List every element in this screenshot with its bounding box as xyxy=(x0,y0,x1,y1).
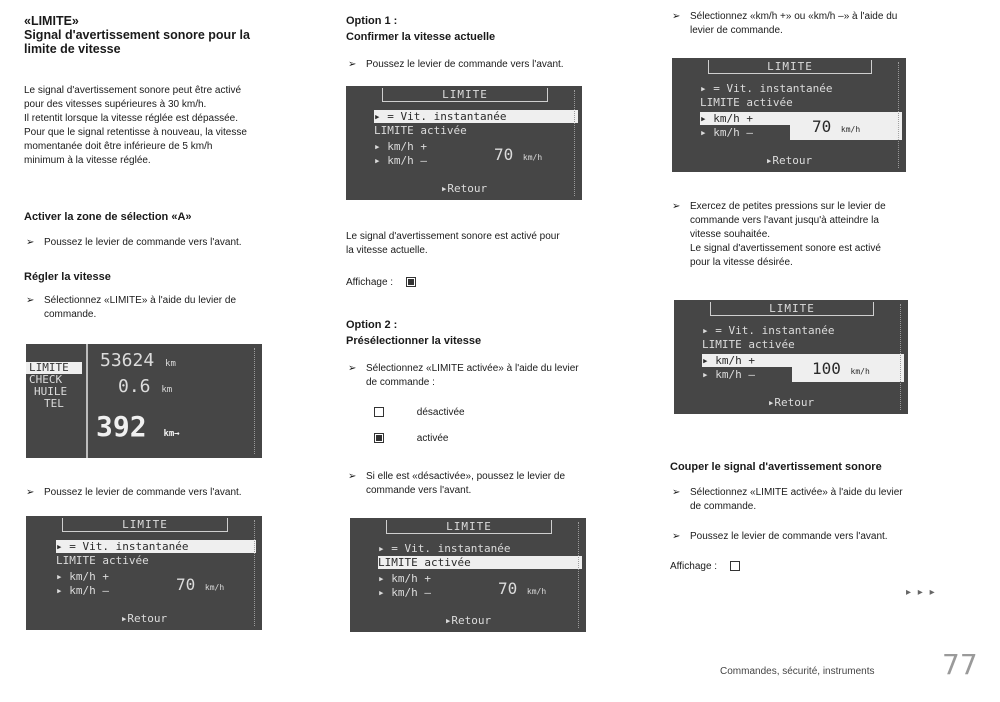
step-text: Sélectionnez «LIMITE activée» à l'aide du levier xyxy=(366,363,579,374)
lcd-row-minus: ▸ km/h – xyxy=(378,586,431,599)
step-text: pour la vitesse désirée. xyxy=(690,257,793,268)
lcd-value-number: 100 xyxy=(812,359,841,378)
step-press xyxy=(670,200,990,270)
step-text: Sélectionnez «LIMITE» à l'aide du levier de xyxy=(44,295,237,306)
odo-total xyxy=(100,350,176,371)
lcd-title: LIMITE xyxy=(382,88,548,102)
lcd-value xyxy=(176,576,224,597)
heading-zone: Activer la zone de sélection «A» xyxy=(24,211,192,223)
option1-result xyxy=(346,230,646,258)
arrow-icon: ➢ xyxy=(26,487,35,498)
lcd-value xyxy=(812,118,860,139)
lcd-value-number: 70 xyxy=(494,145,514,164)
lcd-return: ▸Retour xyxy=(444,614,492,627)
arrow-icon: ➢ xyxy=(348,59,357,70)
step-push xyxy=(24,486,344,500)
lcd-value-unit: km/h xyxy=(840,125,861,134)
odo-menu-limite: LIMITE xyxy=(26,362,82,374)
lcd-row-limite: LIMITE activée xyxy=(374,124,467,137)
scrollbar xyxy=(578,522,583,628)
lcd-row-vit: ▸ = Vit. instantanée xyxy=(56,540,256,553)
checked-box-icon xyxy=(406,277,416,287)
arrow-icon: ➢ xyxy=(348,363,357,374)
option2-title: Option 2 : xyxy=(346,319,398,331)
intro-line: pour des vitesses supérieures à 30 km/h. xyxy=(24,99,207,110)
scrollbar xyxy=(254,520,259,626)
step-text: commande. xyxy=(44,309,97,320)
scrollbar xyxy=(574,90,579,196)
odo-menu-check: CHECK xyxy=(29,373,63,386)
step-couper xyxy=(670,486,990,514)
arrow-icon: ➢ xyxy=(26,237,35,248)
step-push-2 xyxy=(670,530,990,544)
lcd-row-vit: ▸ = Vit. instantanée xyxy=(700,82,833,95)
continue-arrows: ▸ ▸ ▸ xyxy=(906,587,937,598)
intro-paragraph xyxy=(24,84,324,168)
heading-regler: Régler la vitesse xyxy=(24,271,111,283)
intro-line: Pour que le signal retentisse à nouveau, la vitesse xyxy=(24,127,247,138)
option2-step2 xyxy=(346,470,670,498)
lcd-menu-2 xyxy=(346,86,582,200)
step-text: Exercez de petites pressions sur le levier de xyxy=(690,201,886,212)
intro-line: minimum à la vitesse réglée. xyxy=(24,155,151,166)
scrollbar xyxy=(254,348,259,454)
arrow-icon: ➢ xyxy=(672,487,681,498)
lcd-value-unit: km/h xyxy=(850,367,870,376)
section-title-line2: limite de vitesse xyxy=(24,42,121,56)
option1-step xyxy=(346,58,666,72)
lcd-menu-1 xyxy=(26,516,262,630)
lcd-value-unit: km/h xyxy=(522,153,543,162)
step-text: commande vers l'avant jusqu'à atteindre la xyxy=(690,215,879,226)
odo-total-unit: km xyxy=(165,359,176,369)
lcd-return: ▸Retour xyxy=(440,182,488,195)
option1-subtitle: Confirmer la vitesse actuelle xyxy=(346,31,496,43)
option1-title: Option 1 : xyxy=(346,15,398,27)
lcd-value-number: 70 xyxy=(498,579,518,598)
page-number: 77 xyxy=(942,648,978,681)
step-text: Poussez le levier de commande vers l'avant. xyxy=(44,237,242,248)
result-line: Le signal d'avertissement sonore est activé pour xyxy=(346,231,560,242)
lcd-return: ▸Retour xyxy=(765,154,813,167)
lcd-title: LIMITE xyxy=(710,302,874,316)
option-off-label: désactivée xyxy=(416,407,465,418)
lcd-value xyxy=(812,360,870,381)
option2-subtitle: Présélectionner la vitesse xyxy=(346,335,482,347)
step-text: Sélectionnez «km/h +» ou «km/h –» à l'aide du xyxy=(690,11,898,22)
odo-trip xyxy=(118,376,172,397)
lcd-return: ▸Retour xyxy=(767,396,815,409)
arrow-icon: ➢ xyxy=(672,201,681,212)
lcd-value-unit: km/h xyxy=(526,587,547,596)
arrow-icon: ➢ xyxy=(26,295,35,306)
section-label: «LIMITE» xyxy=(24,14,79,28)
odo-range-unit: km→ xyxy=(163,429,180,439)
step-text: levier de commande. xyxy=(690,25,783,36)
footer-section: Commandes, sécurité, instruments xyxy=(720,666,875,677)
step-text: Poussez le levier de commande vers l'avant. xyxy=(366,59,564,70)
result-line: la vitesse actuelle. xyxy=(346,245,428,256)
step-select-limite xyxy=(24,294,334,322)
arrow-icon: ➢ xyxy=(672,11,681,22)
odo-range-value: 392 xyxy=(96,410,147,443)
lcd-title: LIMITE xyxy=(386,520,552,534)
lcd-menu-5 xyxy=(674,300,908,414)
lcd-value-number: 70 xyxy=(812,117,832,136)
step-text: Le signal d'avertissement sonore est activé xyxy=(690,243,881,254)
step-text: Sélectionnez «LIMITE activée» à l'aide du levier xyxy=(690,487,903,498)
heading-couper: Couper le signal d'avertissement sonore xyxy=(670,461,882,473)
step-text: commande vers l'avant. xyxy=(366,485,472,496)
intro-line: Il retentit lorsque la vitesse réglée est dépassée. xyxy=(24,113,239,124)
affichage-label xyxy=(670,560,740,574)
step-text: vitesse souhaitée. xyxy=(690,229,771,240)
affichage-text: Affichage : xyxy=(670,561,718,572)
step-text: de commande : xyxy=(366,377,435,388)
checked-box-icon xyxy=(374,433,384,443)
option-on-label: activée xyxy=(416,433,449,444)
arrow-icon: ➢ xyxy=(672,531,681,542)
intro-line: Le signal d'avertissement sonore peut être activé xyxy=(24,85,242,96)
lcd-value-unit: km/h xyxy=(204,583,225,592)
lcd-row-plus: ▸ km/h + xyxy=(56,570,109,583)
odo-divider xyxy=(86,344,88,458)
lcd-title: LIMITE xyxy=(62,518,228,532)
lcd-row-minus: ▸ km/h – xyxy=(374,154,427,167)
lcd-row-minus: ▸ km/h – xyxy=(700,126,753,139)
lcd-title: LIMITE xyxy=(708,60,872,74)
odo-total-value: 53624 xyxy=(100,350,155,371)
lcd-value xyxy=(498,580,546,601)
lcd-row-minus: ▸ km/h – xyxy=(56,584,109,597)
odometer-display xyxy=(26,344,262,458)
step-text: Poussez le levier de commande vers l'avant. xyxy=(690,531,888,542)
lcd-value xyxy=(494,146,542,167)
empty-box-icon xyxy=(730,561,740,571)
lcd-row-limite: LIMITE activée xyxy=(700,96,793,109)
odo-range xyxy=(96,410,180,443)
affichage-text: Affichage : xyxy=(346,277,394,288)
option2-step xyxy=(346,362,670,390)
lcd-row-plus: ▸ km/h + xyxy=(374,140,427,153)
lcd-value-number: 70 xyxy=(176,575,196,594)
option-off xyxy=(374,406,465,420)
lcd-row-limite: LIMITE activée xyxy=(378,556,582,569)
scrollbar xyxy=(898,62,903,168)
option-on xyxy=(374,432,448,446)
odo-menu-tel: TEL xyxy=(44,397,64,410)
step-text: Si elle est «désactivée», poussez le levier de xyxy=(366,471,566,482)
lcd-return: ▸Retour xyxy=(120,612,168,625)
odo-trip-unit: km xyxy=(161,385,173,395)
step-text: Poussez le levier de commande vers l'avant. xyxy=(44,487,242,498)
odo-menu-huile: HUILE xyxy=(34,385,68,398)
step-text: de commande. xyxy=(690,501,757,512)
step-zone xyxy=(24,236,334,250)
lcd-menu-3 xyxy=(350,518,586,632)
lcd-row-vit: ▸ = Vit. instantanée xyxy=(378,542,511,555)
lcd-row-minus: ▸ km/h – xyxy=(702,368,755,381)
empty-box-icon xyxy=(374,407,384,417)
lcd-row-limite: LIMITE activée xyxy=(56,554,149,567)
lcd-row-plus: ▸ km/h + xyxy=(378,572,431,585)
lcd-row-limite: LIMITE activée xyxy=(702,338,795,351)
lcd-menu-4 xyxy=(672,58,906,172)
intro-line: momentanée doit être inférieure de 5 km/h xyxy=(24,141,213,152)
odo-menu xyxy=(26,362,82,410)
scrollbar xyxy=(900,304,905,410)
step-select-kmh xyxy=(670,10,990,38)
affichage-label xyxy=(346,276,416,290)
arrow-icon: ➢ xyxy=(348,471,357,482)
lcd-row-vit: ▸ = Vit. instantanée xyxy=(374,110,578,123)
section-title-line1: Signal d'avertissement sonore pour la xyxy=(24,28,250,42)
lcd-row-plus: ▸ km/h + xyxy=(702,354,792,367)
lcd-row-plus: ▸ km/h + xyxy=(700,112,790,125)
lcd-row-vit: ▸ = Vit. instantanée xyxy=(702,324,835,337)
odo-trip-value: 0.6 xyxy=(118,376,151,397)
